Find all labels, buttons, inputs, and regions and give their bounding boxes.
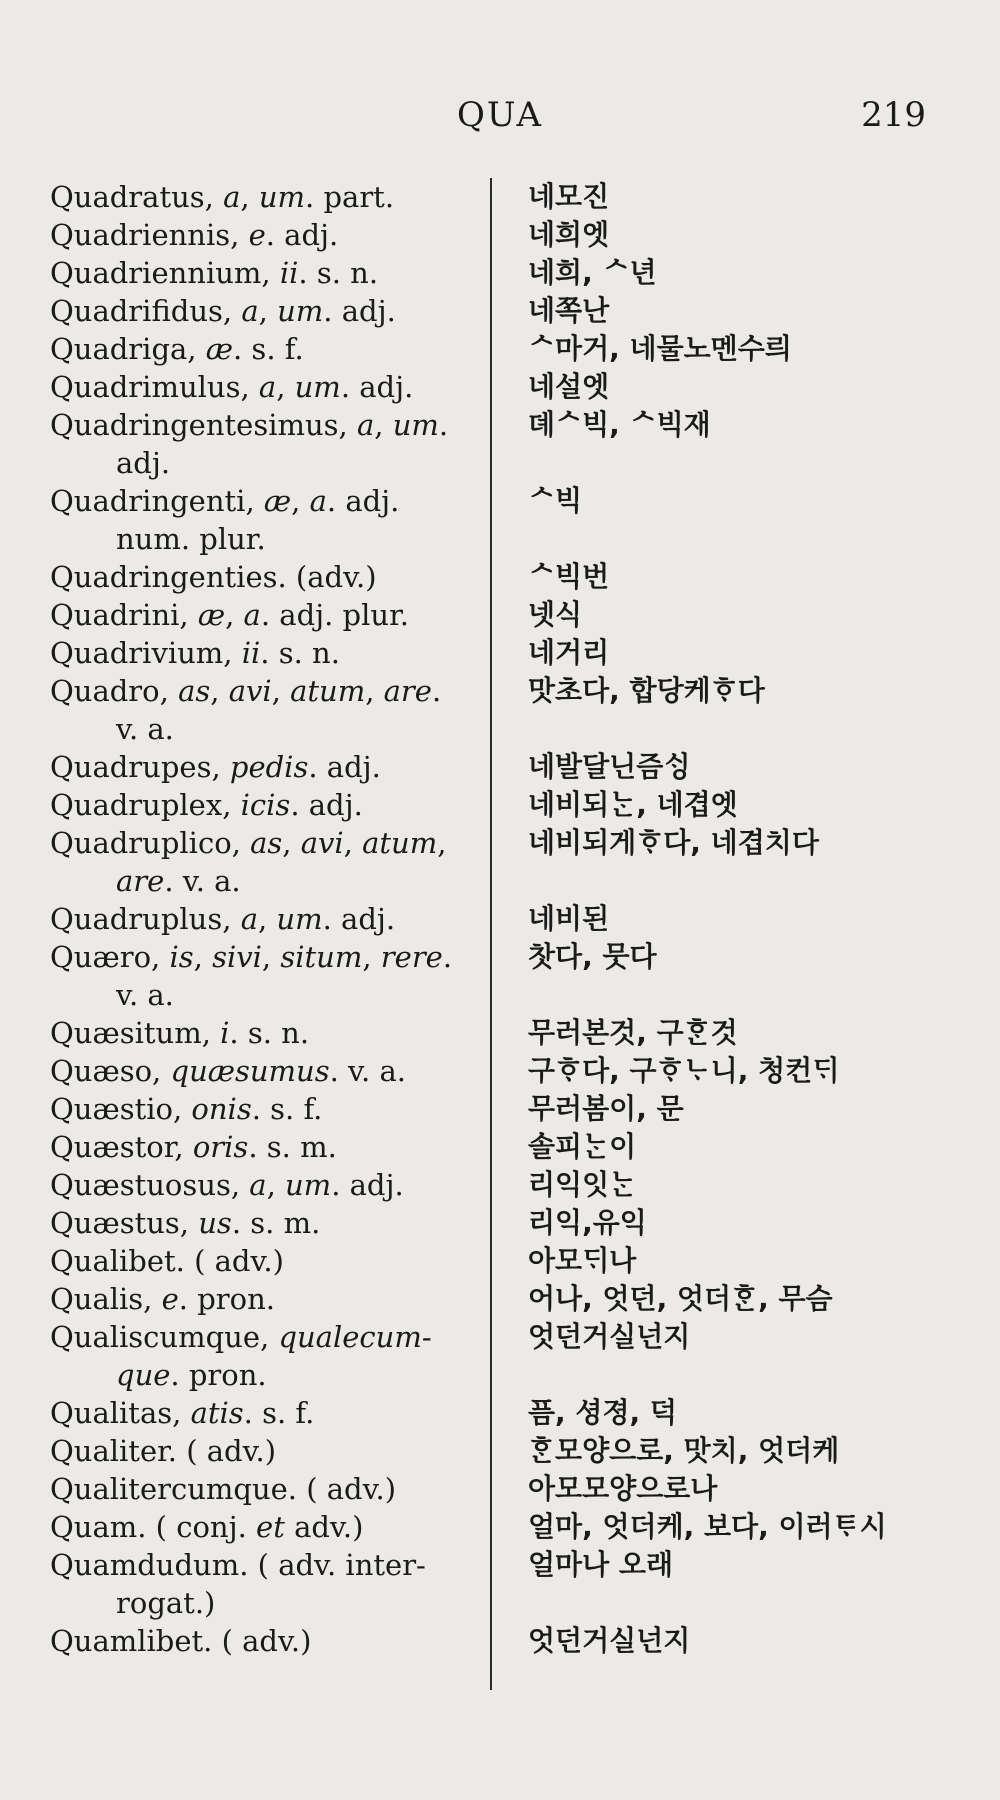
latin-headword-line: Quadringentesimus, a, um.: [50, 408, 449, 442]
latin-headword-line: Quadringenti, æ, a. adj.: [50, 484, 400, 518]
dictionary-entry: [50, 1090, 950, 1128]
latin-headword-continuation: are. v. a.: [116, 864, 241, 898]
latin-headword-line: Quamdudum. ( adv. inter-: [50, 1548, 426, 1582]
korean-translation: 네희, ᄉ년: [528, 256, 657, 289]
korean-translation: 넷식: [528, 598, 583, 631]
dictionary-entry: [50, 596, 950, 634]
latin-headword-continuation: adj.: [116, 446, 171, 480]
latin-headword-line: Quæstuosus, a, um. adj.: [50, 1168, 404, 1202]
latin-headword: [50, 1166, 490, 1204]
latin-headword-line: Quadro, as, avi, atum, are.: [50, 674, 442, 708]
latin-headword-line: Qualis, e. pron.: [50, 1282, 276, 1316]
latin-headword-line: Qualitercumque. ( adv.): [50, 1472, 397, 1506]
korean-translation: 구ᄒᆞ다, 구ᄒᆞᄂᆞ니, 청컨ᄃᆡ: [528, 1054, 840, 1087]
dictionary-entry: [50, 748, 950, 786]
korean-translation: 네발달닌즘ᄉᆡᆼ: [528, 750, 691, 783]
latin-headword-line: Qualitas, atis. s. f.: [50, 1396, 315, 1430]
latin-headword-continuation: v. a.: [116, 978, 174, 1012]
korean-translation: 픔, 셩졍, 덕: [528, 1396, 677, 1429]
korean-translation: 무러본것, 구ᄒᆞᆫ것: [528, 1016, 738, 1049]
latin-headword: [50, 786, 490, 824]
korean-translation: 네비된: [528, 902, 610, 935]
latin-headword-continuation: rogat.): [116, 1586, 216, 1620]
latin-headword-line: Quæstor, oris. s. m.: [50, 1130, 337, 1164]
latin-headword: [50, 254, 490, 292]
latin-headword-line: Quadratus, a, um. part.: [50, 180, 395, 214]
latin-headword-line: Quæso, quæsumus. v. a.: [50, 1054, 406, 1088]
dictionary-entry: [50, 292, 950, 330]
korean-translation: 엇던거실넌지: [528, 1624, 691, 1657]
latin-headword-line: Quadruplus, a, um. adj.: [50, 902, 396, 936]
latin-headword: [50, 1394, 490, 1432]
korean-translation: ᄉ빅: [528, 484, 583, 517]
latin-headword: [50, 1318, 490, 1394]
latin-headword-line: Quadrupes, pedis. adj.: [50, 750, 381, 784]
korean-translation: 리익잇ᄂᆞᆫ: [528, 1168, 637, 1201]
korean-translation: 얼마, 엇더케, 보다, 이러ᄐᆞ시: [528, 1510, 887, 1543]
korean-translation: ᄉ빅번: [528, 560, 610, 593]
latin-headword-line: Quæstus, us. s. m.: [50, 1206, 321, 1240]
dictionary-entry: [50, 368, 950, 406]
latin-headword-line: Quæstio, onis. s. f.: [50, 1092, 323, 1126]
latin-headword: [50, 1622, 490, 1660]
latin-headword: [50, 178, 490, 216]
dictionary-entry: [50, 1508, 950, 1546]
dictionary-entry: [50, 1622, 950, 1660]
latin-headword-line: Quadriennis, e. adj.: [50, 218, 339, 252]
dictionary-entry: [50, 1014, 950, 1052]
dictionary-entry: [50, 178, 950, 216]
latin-headword: [50, 748, 490, 786]
dictionary-entry: [50, 330, 950, 368]
latin-headword: [50, 216, 490, 254]
korean-translation: 네희엣: [528, 218, 610, 251]
latin-headword-continuation: v. a.: [116, 712, 174, 746]
dictionary-entry: [50, 1546, 950, 1622]
dictionary-entry: [50, 938, 950, 1014]
dictionary-entry: [50, 634, 950, 672]
latin-headword: [50, 292, 490, 330]
latin-headword: [50, 1546, 490, 1622]
latin-headword-line: Quadringenties. (adv.): [50, 560, 377, 594]
korean-translation: 얼마나 오래: [528, 1548, 673, 1581]
latin-headword: [50, 1470, 490, 1508]
latin-headword: [50, 482, 490, 558]
latin-headword: [50, 1014, 490, 1052]
dictionary-entry: [50, 1280, 950, 1318]
latin-headword: [50, 1280, 490, 1318]
dictionary-entry: [50, 1394, 950, 1432]
dictionary-entry: [50, 672, 950, 748]
latin-headword: [50, 1090, 490, 1128]
latin-headword: [50, 900, 490, 938]
page-number: 219: [861, 95, 926, 135]
latin-headword-line: Quadrini, æ, a. adj. plur.: [50, 598, 409, 632]
latin-headword: [50, 1128, 490, 1166]
latin-headword-line: Quadriennium, ii. s. n.: [50, 256, 379, 290]
latin-headword: [50, 1508, 490, 1546]
korean-translation: 엇던거실넌지: [528, 1320, 691, 1353]
korean-translation: 네비되게ᄒᆞ다, 네겹치다: [528, 826, 819, 859]
korean-translation: 아모모양으로나: [528, 1472, 718, 1505]
latin-headword: [50, 330, 490, 368]
korean-translation: 어나, 엇던, 엇더ᄒᆞᆫ, 무슴: [528, 1282, 833, 1315]
latin-headword: [50, 368, 490, 406]
page-header-title: QUA: [456, 95, 544, 135]
dictionary-entry: [50, 1432, 950, 1470]
dictionary-entry: [50, 1470, 950, 1508]
latin-headword-line: Qualiscumque, qualecum-: [50, 1320, 432, 1354]
latin-headword-line: Qualiter. ( adv.): [50, 1434, 277, 1468]
latin-headword: [50, 672, 490, 748]
latin-headword-line: Quadruplex, icis. adj.: [50, 788, 363, 822]
entry-list: [50, 178, 950, 1660]
latin-headword-line: Quadrimulus, a, um. adj.: [50, 370, 414, 404]
korean-translation: 무러봄이, 문: [528, 1092, 684, 1125]
korean-translation: 네쪽난: [528, 294, 610, 327]
korean-translation: 네설엣: [528, 370, 610, 403]
korean-translation: 아모ᄃᆡ나: [528, 1244, 637, 1277]
latin-headword-line: Quadrivium, ii. s. n.: [50, 636, 340, 670]
dictionary-entry: [50, 824, 950, 900]
latin-headword: [50, 1432, 490, 1470]
dictionary-entry: [50, 1318, 950, 1394]
dictionary-entry: [50, 1204, 950, 1242]
dictionary-entry: [50, 254, 950, 292]
latin-headword-line: Qualibet. ( adv.): [50, 1244, 284, 1278]
latin-headword-line: Quadruplico, as, avi, atum,: [50, 826, 447, 860]
latin-headword: [50, 634, 490, 672]
latin-headword-line: Quam. ( conj. et adv.): [50, 1510, 364, 1544]
latin-headword-line: Quadrifidus, a, um. adj.: [50, 294, 396, 328]
latin-headword-line: Quæsitum, i. s. n.: [50, 1016, 310, 1050]
latin-headword: [50, 1204, 490, 1242]
dictionary-entry: [50, 406, 950, 482]
latin-headword-line: Quadriga, æ. s. f.: [50, 332, 304, 366]
latin-headword-continuation: que. pron.: [116, 1358, 267, 1392]
dictionary-entry: [50, 900, 950, 938]
korean-translation: 리익,유익: [528, 1206, 647, 1239]
latin-headword-continuation: num. plur.: [116, 522, 266, 556]
korean-translation: ᄉ마거, 네물노멘수릐: [528, 332, 792, 365]
latin-headword: [50, 406, 490, 482]
korean-translation: 네모진: [528, 180, 610, 213]
dictionary-entry: [50, 216, 950, 254]
latin-headword: [50, 938, 490, 1014]
korean-translation: 찻다, 뭇다: [528, 940, 657, 973]
dictionary-entry: [50, 1166, 950, 1204]
latin-headword: [50, 1052, 490, 1090]
latin-headword: [50, 558, 490, 596]
dictionary-entry: [50, 482, 950, 558]
korean-translation: 네비되ᄂᆞᆫ, 네겹엣: [528, 788, 738, 821]
latin-headword: [50, 824, 490, 900]
latin-headword: [50, 1242, 490, 1280]
latin-headword-line: Quamlibet. ( adv.): [50, 1624, 312, 1658]
dictionary-entry: [50, 1052, 950, 1090]
latin-headword: [50, 596, 490, 634]
korean-translation: 맛초다, 합당케ᄒᆞ다: [528, 674, 765, 707]
korean-translation: 뎨ᄉ빅, ᄉ빅재: [528, 408, 711, 441]
dictionary-entry: [50, 786, 950, 824]
dictionary-entry: [50, 1128, 950, 1166]
korean-translation: 네거리: [528, 636, 610, 669]
dictionary-entry: [50, 558, 950, 596]
korean-translation: 솔피ᄂᆞᆫ이: [528, 1130, 637, 1163]
latin-headword-line: Quæro, is, sivi, situm, rere.: [50, 940, 453, 974]
dictionary-entry: [50, 1242, 950, 1280]
korean-translation: ᄒᆞᆫ모양으로, 맛치, 엇더케: [528, 1434, 840, 1467]
